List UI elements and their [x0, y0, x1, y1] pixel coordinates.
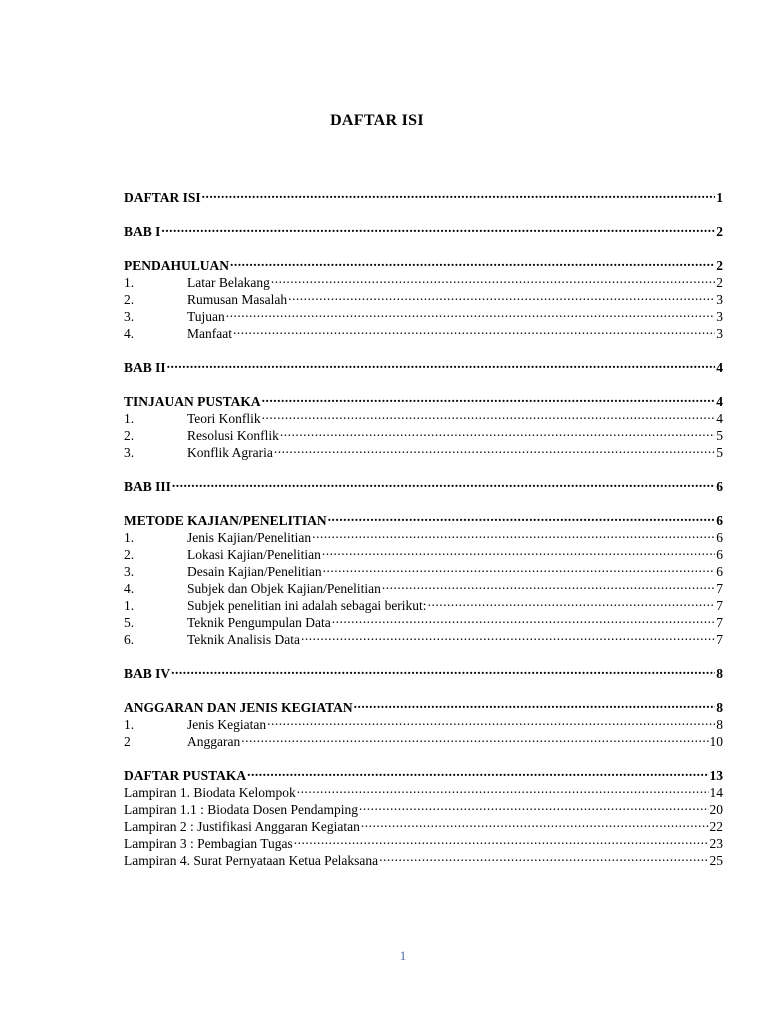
toc-page-number: 3 [716, 292, 723, 307]
toc-item-number: 2. [124, 428, 135, 443]
dot-leader [294, 831, 709, 848]
toc-page-number: 2 [716, 275, 723, 290]
toc-page-number: 4 [716, 411, 723, 426]
dot-leader [171, 661, 715, 678]
toc-page-number: 4 [716, 394, 723, 409]
toc-item-number: 1. [124, 411, 135, 426]
dot-leader [161, 219, 715, 236]
dot-leader [280, 423, 715, 440]
toc-entry-label: Jenis Kajian/Penelitian [187, 530, 312, 545]
toc-heading-row[interactable] [124, 219, 723, 239]
toc-item-number: 3. [124, 309, 135, 324]
toc-page-number: 8 [716, 717, 723, 732]
toc-page-number: 5 [716, 445, 723, 460]
dot-leader [267, 712, 715, 729]
toc-page-number: 13 [709, 768, 723, 783]
toc-heading-row[interactable] [124, 253, 723, 273]
toc-entry-label: Desain Kajian/Penelitian [187, 564, 322, 579]
toc-heading-row[interactable] [124, 185, 723, 205]
toc-heading-row[interactable] [124, 695, 723, 715]
toc-entry-label: Teknik Pengumpulan Data [187, 615, 331, 630]
dot-leader [247, 763, 708, 780]
dot-leader [274, 440, 715, 457]
toc-entry-label: Lampiran 4. Surat Pernyataan Ketua Pelaksana [124, 853, 379, 868]
toc-heading-row[interactable] [124, 474, 723, 494]
toc-item-number: 5. [124, 615, 135, 630]
toc-page-number: 7 [716, 581, 723, 596]
toc-page-number: 2 [716, 224, 723, 239]
dot-leader [379, 848, 708, 865]
toc-item-number: 4. [124, 581, 135, 596]
toc-entry-label: Subjek penelitian ini adalah sebagai berikut: [187, 598, 427, 613]
toc-entry-label: Lampiran 1.1 : Biodata Dosen Pendamping [124, 802, 358, 817]
toc-page-number: 6 [716, 564, 723, 579]
dot-leader [297, 780, 709, 797]
toc-spacer [124, 372, 723, 389]
dot-leader [332, 610, 715, 627]
toc-page-number: 20 [709, 802, 723, 817]
toc-item-number: 1. [124, 598, 135, 613]
toc-page-number: 23 [709, 836, 723, 851]
dot-leader [382, 576, 715, 593]
toc-entry-label: Manfaat [187, 326, 232, 341]
toc-entry-label: Jenis Kegiatan [187, 717, 267, 732]
toc-entry-label: Rumusan Masalah [187, 292, 288, 307]
dot-leader [271, 270, 715, 287]
dot-leader [167, 355, 716, 372]
toc-entry-label: BAB III [124, 479, 171, 494]
toc-entry-label: Lampiran 2 : Justifikasi Anggaran Kegiatan [124, 819, 360, 834]
toc-entry-label: Lokasi Kajian/Penelitian [187, 547, 321, 562]
toc-page-number: 6 [716, 479, 723, 494]
toc-page-number: 7 [716, 598, 723, 613]
dot-leader [202, 185, 716, 202]
toc-entry-label: BAB I [124, 224, 161, 239]
dot-leader [241, 729, 708, 746]
dot-leader [172, 474, 715, 491]
toc-item-number: 2. [124, 292, 135, 307]
toc-entry-label: METODE KAJIAN/PENELITIAN [124, 513, 327, 528]
table-of-contents [124, 185, 723, 868]
toc-spacer [124, 491, 723, 508]
dot-leader [262, 389, 716, 406]
toc-page-number: 6 [716, 513, 723, 528]
toc-page-number: 8 [716, 666, 723, 681]
dot-leader [301, 627, 715, 644]
toc-item-number: 3. [124, 445, 135, 460]
dot-leader [359, 797, 709, 814]
toc-entry-label: Konflik Agraria [187, 445, 273, 460]
toc-entry-label: Lampiran 3 : Pembagian Tugas [124, 836, 293, 851]
toc-page-number: 7 [716, 632, 723, 647]
toc-entry-label: Anggaran [187, 734, 241, 749]
toc-heading-row[interactable] [124, 355, 723, 375]
toc-entry-label: DAFTAR ISI [124, 190, 201, 205]
dot-leader [262, 406, 716, 423]
toc-entry-label: Latar Belakang [187, 275, 270, 290]
toc-item-number: 2 [124, 734, 131, 749]
toc-entry-label: Resolusi Konflik [187, 428, 279, 443]
toc-spacer [124, 202, 723, 219]
toc-page-number: 6 [716, 547, 723, 562]
dot-leader [288, 287, 715, 304]
dot-leader [312, 525, 715, 542]
toc-entry-label: Teori Konflik [187, 411, 261, 426]
toc-heading-row[interactable] [124, 508, 723, 528]
toc-page-number: 5 [716, 428, 723, 443]
dot-leader [354, 695, 716, 712]
toc-page-number: 3 [716, 326, 723, 341]
toc-page-number: 8 [716, 700, 723, 715]
toc-item-number: 2. [124, 547, 135, 562]
toc-entry-label: ANGGARAN DAN JENIS KEGIATAN [124, 700, 353, 715]
toc-item-number: 1. [124, 717, 135, 732]
toc-entry-label: TINJAUAN PUSTAKA [124, 394, 261, 409]
dot-leader [328, 508, 716, 525]
toc-entry-label: Subjek dan Objek Kajian/Penelitian [187, 581, 381, 596]
toc-heading-row[interactable] [124, 661, 723, 681]
toc-page-number: 6 [716, 530, 723, 545]
toc-page-number: 14 [709, 785, 723, 800]
toc-heading-row[interactable] [124, 389, 723, 409]
page-number: 1 [399, 948, 407, 963]
toc-item-number: 6. [124, 632, 135, 647]
dot-leader [322, 542, 715, 559]
toc-item-number: 1. [124, 530, 135, 545]
dot-leader [361, 814, 709, 831]
toc-item-number: 4. [124, 326, 135, 341]
toc-entry-label: Teknik Analisis Data [187, 632, 301, 647]
toc-spacer [124, 236, 723, 253]
toc-item-number: 1. [124, 275, 135, 290]
dot-leader [233, 321, 715, 338]
toc-page-number: 2 [716, 258, 723, 273]
toc-entry-label: Lampiran 1. Biodata Kelompok [124, 785, 296, 800]
toc-spacer [124, 678, 723, 695]
dot-leader [230, 253, 715, 270]
toc-page-number: 4 [716, 360, 723, 375]
toc-entry-label: PENDAHULUAN [124, 258, 230, 273]
toc-page-number: 7 [716, 615, 723, 630]
toc-page-number: 25 [709, 853, 723, 868]
page-title: DAFTAR ISI [330, 112, 424, 129]
toc-entry-label: Tujuan [187, 309, 225, 324]
toc-page-number: 1 [716, 190, 723, 205]
dot-leader [428, 593, 716, 610]
toc-page-number: 3 [716, 309, 723, 324]
toc-page-number: 22 [709, 819, 723, 834]
toc-entry-label: BAB II [124, 360, 166, 375]
toc-entry-label: BAB IV [124, 666, 171, 681]
toc-page-number: 10 [709, 734, 723, 749]
toc-entry-label: DAFTAR PUSTAKA [124, 768, 247, 783]
dot-leader [323, 559, 716, 576]
toc-heading-row[interactable] [124, 763, 723, 783]
dot-leader [226, 304, 715, 321]
toc-item-number: 3. [124, 564, 135, 579]
